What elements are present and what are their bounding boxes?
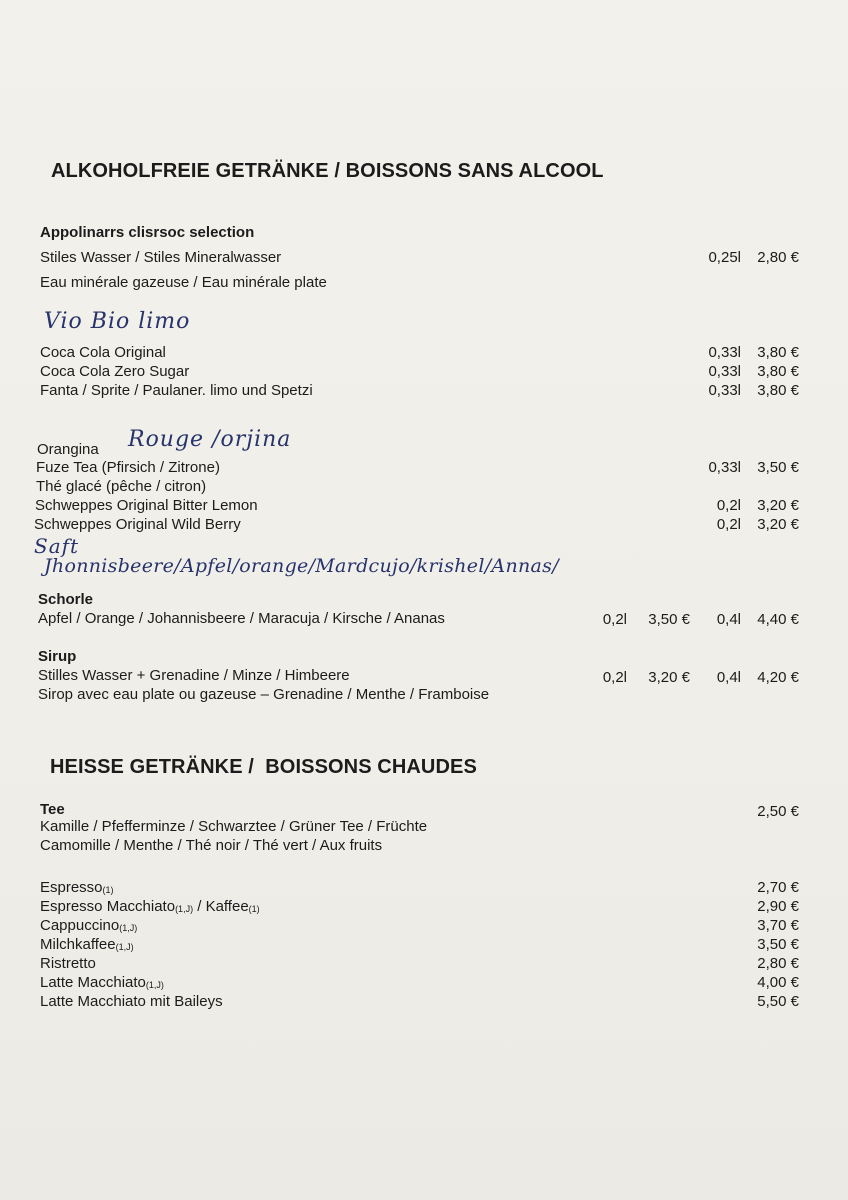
menu-item-volume: 0,33l [708, 459, 741, 476]
menu-item-volume: 0,33l [708, 363, 741, 380]
sirup-line-1: Stilles Wasser + Grenadine / Minze / Himbeere [38, 667, 350, 684]
coffee-item [40, 992, 223, 1011]
menu-item-name: Schweppes Original Wild Berry [34, 516, 241, 533]
schorle-volume-large: 0,4l [716, 611, 741, 628]
menu-item-volume: 0,2l [716, 516, 741, 533]
menu-item-price: 3,80 € [757, 382, 799, 399]
coffee-item-price: 2,70 € [757, 879, 799, 896]
appolinaris-line-2: Eau minérale gazeuse / Eau minérale plate [40, 274, 327, 291]
coffee-item-price: 2,90 € [757, 898, 799, 915]
tee-price: 2,50 € [757, 803, 799, 820]
allergen-note: (1,J) [115, 942, 134, 952]
sirup-volume-small: 0,2l [602, 669, 627, 686]
orangina-label: Orangina [37, 441, 99, 458]
section-title-cold-drinks: ALKOHOLFREIE GETRÄNKE / BOISSONS SANS ALCOOL [51, 160, 604, 182]
menu-item-volume: 0,33l [708, 382, 741, 399]
handwritten-note-bio-limo: Vio Bio limo [44, 309, 191, 334]
allergen-note: (1) [102, 885, 114, 895]
appolinaris-price: 2,80 € [757, 249, 799, 266]
handwritten-note-juices: Jhonnisbeere/Apfel/orange/Mardcujo/krishel/Annas/ [44, 555, 559, 577]
coffee-item-price: 3,50 € [757, 936, 799, 953]
coffee-item-name: Espresso Macchiato [40, 898, 176, 915]
sirup-price-large: 4,20 € [757, 669, 799, 686]
coffee-item-price: 2,80 € [757, 955, 799, 972]
menu-item-volume: 0,33l [708, 344, 741, 361]
menu-item-name: Fuze Tea (Pfirsich / Zitrone) [36, 459, 220, 476]
menu-item-price: 3,20 € [757, 497, 799, 514]
schorle-volume-small: 0,2l [602, 611, 627, 628]
appolinaris-line-1: Stiles Wasser / Stiles Mineralwasser [40, 249, 282, 266]
menu-item-name: Coca Cola Original [40, 344, 166, 361]
schorle-price-large: 4,40 € [757, 611, 799, 628]
menu-item-price: 3,50 € [757, 459, 799, 476]
allergen-note: (1,J) [145, 980, 164, 990]
section-title-hot-drinks: HEISSE GETRÄNKE / BOISSONS CHAUDES [50, 756, 477, 778]
menu-item-price: 3,80 € [757, 363, 799, 380]
menu-item-price: 3,20 € [757, 516, 799, 533]
sirup-line-2: Sirop avec eau plate ou gazeuse – Grenadine / Menthe / Framboise [38, 686, 490, 703]
menu-item-price: 3,80 € [757, 344, 799, 361]
schorle-heading: Schorle [38, 591, 94, 608]
menu-item-volume: 0,2l [716, 497, 741, 514]
sirup-price-small: 3,20 € [648, 669, 690, 686]
tee-line-1: Kamille / Pfefferminze / Schwarztee / Grüner Tee / Früchte [40, 818, 428, 835]
coffee-item-name: Cappuccino [40, 917, 120, 934]
appolinaris-heading: Appolinarrs clisrsoc selection [40, 224, 255, 241]
menu-item-name: Fanta / Sprite / Paulaner. limo und Spetzi [40, 382, 313, 399]
handwritten-note-saft: Saft [34, 534, 80, 558]
sirup-heading: Sirup [38, 648, 77, 665]
sirup-volume-large: 0,4l [716, 669, 741, 686]
handwritten-note-rouge: Rouge /orjina [128, 427, 292, 452]
allergen-note: (1,J) [175, 904, 194, 914]
tee-line-2: Camomille / Menthe / Thé noir / Thé vert / Aux fruits [40, 837, 383, 854]
coffee-item-extra: / Kaffee [193, 898, 249, 915]
coffee-item-price: 4,00 € [757, 974, 799, 991]
coffee-item-price: 5,50 € [757, 993, 799, 1010]
coffee-item-name: Espresso [40, 879, 103, 896]
menu-item-name: Coca Cola Zero Sugar [40, 363, 190, 380]
coffee-item-price: 3,70 € [757, 917, 799, 934]
tee-heading: Tee [40, 801, 65, 818]
schorle-line-1: Apfel / Orange / Johannisbeere / Maracuja / Kirsche / Ananas [38, 610, 445, 627]
menu-item-name: Schweppes Original Bitter Lemon [35, 497, 258, 514]
menu-item-name: Thé glacé (pêche / citron) [36, 478, 207, 495]
appolinaris-volume: 0,25l [708, 249, 741, 266]
allergen-note: (1) [248, 904, 260, 914]
coffee-item-name: Milchkaffee [40, 936, 116, 953]
coffee-item [40, 954, 96, 973]
coffee-item-name: Ristretto [40, 955, 96, 972]
allergen-note: (1,J) [119, 923, 138, 933]
coffee-item-name: Latte Macchiato [40, 974, 146, 991]
coffee-item-name: Latte Macchiato mit Baileys [40, 993, 223, 1010]
schorle-price-small: 3,50 € [648, 611, 690, 628]
